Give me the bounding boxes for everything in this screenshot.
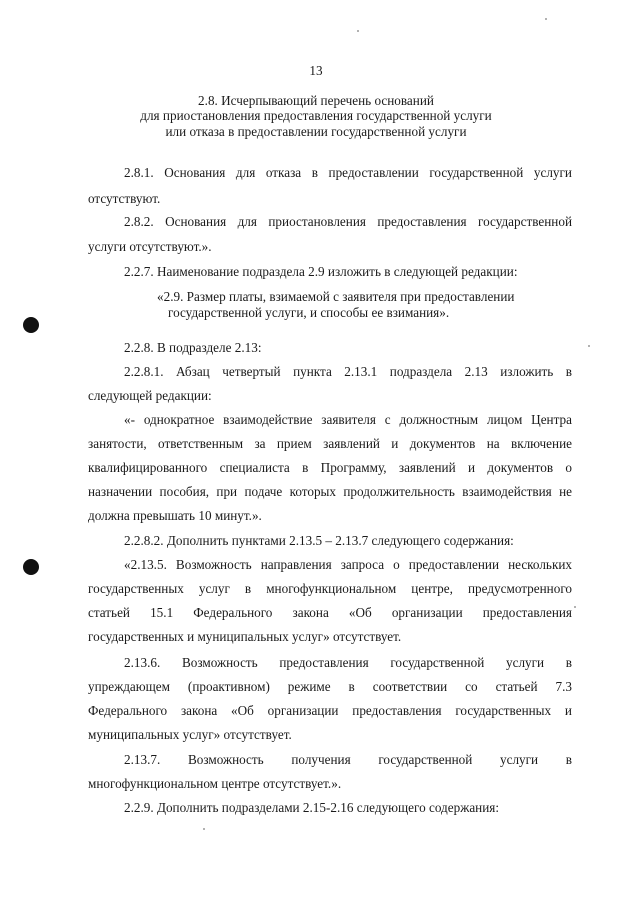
punch-hole (23, 317, 39, 333)
paragraph-line: 2.2.7. Наименование подраздела 2.9 изложить в следующей редакции: (124, 264, 518, 279)
paragraph-line: 2.2.9. Дополнить подразделами 2.15-2.16 следующего содержания: (124, 800, 500, 815)
paragraph-line: государственных и муниципальных услуг» отсутствует. (88, 629, 402, 644)
section-heading-line: для приостановления предоставления государственной услуги (140, 108, 492, 123)
paragraph-line: отсутствуют. (88, 191, 161, 206)
paragraph-line: статьей 15.1 Федерального закона «Об организации предоставления (88, 605, 572, 620)
punch-hole (23, 559, 39, 575)
paragraph-line: 2.13.6. Возможность предоставления государственной услуги в (124, 655, 572, 670)
paragraph-line: муниципальных услуг» отсутствует. (88, 727, 292, 742)
paragraph-line: должна превышать 10 минут.». (88, 508, 262, 523)
paragraph-line: занятости, ответственным за прием заявлений и документов на включение (88, 436, 572, 451)
paragraph-line: следующей редакции: (88, 388, 212, 403)
scan-speck (203, 828, 205, 830)
scan-speck (545, 18, 547, 20)
section-heading-line: или отказа в предоставлении государственной услуги (165, 124, 467, 139)
paragraph-line: 2.2.8.1. Абзац четвертый пункта 2.13.1 подраздела 2.13 изложить в (124, 364, 572, 379)
scan-speck (588, 345, 590, 347)
paragraph-line: многофункциональном центре отсутствует.». (88, 776, 342, 791)
paragraph-line: «2.13.5. Возможность направления запроса о предоставлении нескольких (124, 557, 572, 572)
section-heading-line: 2.8. Исчерпывающий перечень оснований (198, 93, 434, 108)
paragraph-line: 2.8.1. Основания для отказа в предоставлении государственной услуги (124, 165, 572, 180)
paragraph-line: государственных услуг в многофункциональном центре, предусмотренного (88, 581, 572, 596)
quoted-heading-line: государственной услуги, и способы ее взимания». (168, 305, 450, 320)
paragraph-line: 2.2.8.2. Дополнить пунктами 2.13.5 – 2.13.7 следующего содержания: (124, 533, 514, 548)
paragraph-line: квалифицированного специалиста в Программу, заявлений и документов о (88, 460, 572, 475)
paragraph-line: Федерального закона «Об организации предоставления государственных и (88, 703, 572, 718)
paragraph-line: 2.2.8. В подразделе 2.13: (124, 340, 262, 355)
paragraph-line: 2.13.7. Возможность получения государственной услуги в (124, 752, 572, 767)
paragraph-line: 2.8.2. Основания для приостановления предоставления государственной (124, 214, 572, 229)
page-number: 13 (309, 63, 323, 78)
paragraph-line: назначении пособия, при подаче которых продолжительность взаимодействия не (88, 484, 572, 499)
scan-speck (574, 606, 576, 608)
paragraph-line: услуги отсутствуют.». (88, 239, 212, 254)
paragraph-line: упреждающем (проактивном) режиме в соответствии со статьей 7.3 (88, 679, 572, 694)
quoted-heading-line: «2.9. Размер платы, взимаемой с заявителя при предоставлении (157, 289, 515, 304)
paragraph-line: «- однократное взаимодействие заявителя с должностным лицом Центра (124, 412, 572, 427)
scan-speck (357, 30, 359, 32)
